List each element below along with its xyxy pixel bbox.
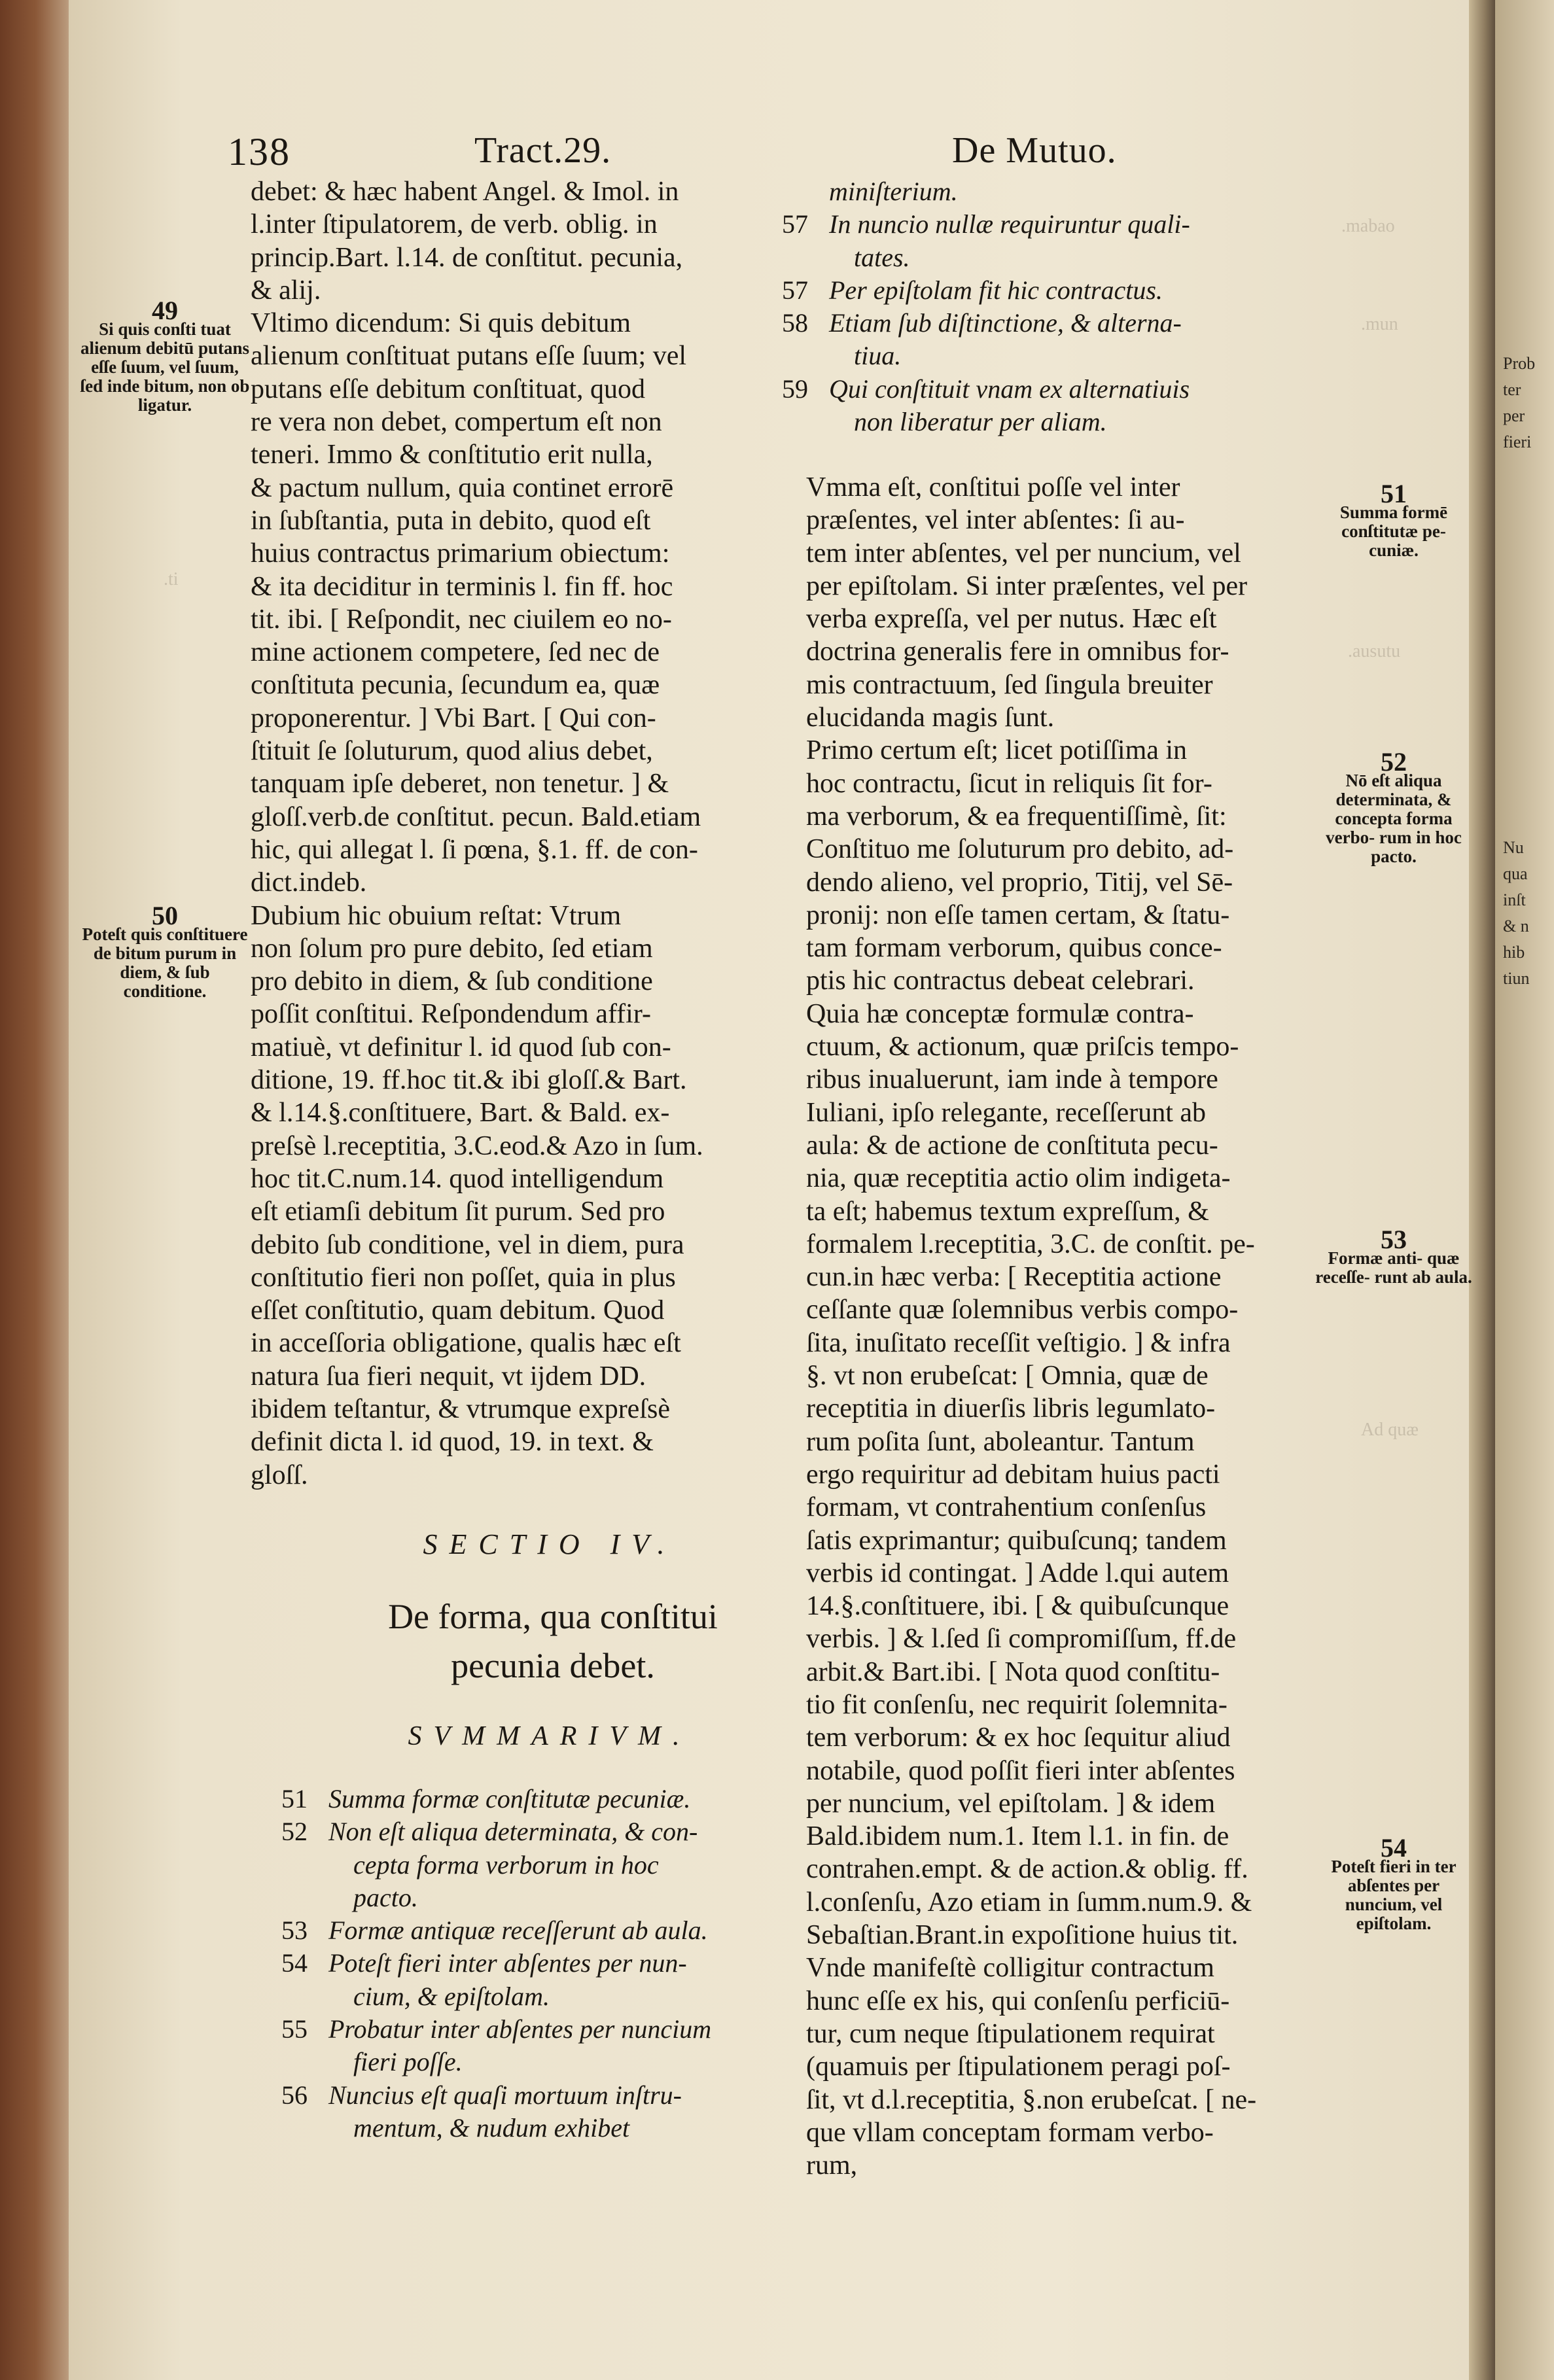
summary-item-number: 56 bbox=[281, 2080, 308, 2110]
text-line: formalem l.receptitia, 3.C. de conſtit. pe- bbox=[806, 1229, 1255, 1259]
margin-note-text: Si quis conſti tuat alienum debitū putans eſſe ſuum, vel ſuum, ſed inde bitum, non ob ligatur. bbox=[80, 319, 250, 415]
text-line: dict.indeb. bbox=[251, 867, 367, 898]
margin-note-text: Nō eſt aliqua determinata, & concepta forma verbo- rum in hoc pacto. bbox=[1326, 771, 1462, 866]
text-line: ctuum, & actionum, quæ priſcis tempo- bbox=[806, 1032, 1239, 1062]
summary-item-text: Summa formæ conſtitutæ pecuniæ. bbox=[328, 1784, 691, 1813]
show-through-mark: .mun bbox=[1361, 314, 1398, 334]
text-line: dendo alieno, vel proprio, Titij, vel Sē- bbox=[806, 867, 1233, 898]
summary-item-text: In nuncio nullæ requiruntur quali- bbox=[829, 209, 1190, 239]
summary-list bbox=[281, 1783, 818, 2144]
summary-item bbox=[281, 2013, 818, 2046]
facing-page-fragment bbox=[1495, 0, 1554, 2380]
book-gutter bbox=[1469, 0, 1495, 2380]
text-line: ſit, vt d.l.receptitia, §.non erubeſcat. [ ne- bbox=[806, 2084, 1257, 2115]
summary-item bbox=[281, 2046, 818, 2078]
summary-item-number: 52 bbox=[281, 1817, 308, 1847]
text-line: gloſſ.verb.de conſtitut. pecun. Bald.etiam bbox=[251, 801, 701, 832]
text-line: per nuncium, vel epiſtolam. ] & idem bbox=[806, 1788, 1216, 1819]
facing-page-text: inſt bbox=[1503, 890, 1526, 909]
text-line: ergo requiritur ad debitam huius pacti bbox=[806, 1459, 1220, 1490]
facing-page-text: ter bbox=[1503, 380, 1521, 399]
summary-item bbox=[281, 1947, 818, 1980]
text-line: hoc contractu, ſicut in reliquis ſit for- bbox=[806, 768, 1212, 799]
show-through-mark: .ausutu bbox=[1348, 641, 1401, 661]
right-column-text bbox=[806, 471, 1349, 2182]
text-line: notabile, quod poſſit fieri inter abſentes bbox=[806, 1755, 1235, 1786]
summary-item-number: 59 bbox=[782, 374, 808, 404]
facing-page-text: Prob bbox=[1503, 354, 1536, 373]
text-line: Sebaſtian.Brant.in expoſitione huius tit. bbox=[806, 1920, 1239, 1951]
summary-item bbox=[281, 2079, 818, 2112]
facing-page-text: Nu bbox=[1503, 838, 1524, 857]
text-line: hunc eſſe ex his, qui conſenſu perficiū- bbox=[806, 1986, 1230, 2016]
summary-item-text: Etiam ſub diſtinctione, & alterna- bbox=[829, 308, 1182, 338]
summary-item-text: Formæ antiquæ receſſerunt ab aula. bbox=[328, 1916, 708, 1946]
book-fore-edge bbox=[0, 0, 79, 2380]
text-line: Conſtituo me ſoluturum pro debito, ad- bbox=[806, 834, 1234, 865]
running-head-treatise: Tract.29. bbox=[474, 130, 612, 171]
text-line: contrahen.empt. & de action.& oblig. ff. bbox=[806, 1854, 1248, 1885]
margin-note-54 bbox=[1315, 1833, 1472, 1933]
text-line: alienum conſtituat putans eſſe ſuum; vel bbox=[251, 341, 687, 372]
text-line: tur, cum neque ſtipulationem requirat bbox=[806, 2018, 1215, 2049]
show-through-mark: .ti bbox=[164, 569, 179, 589]
margin-note-52 bbox=[1315, 747, 1472, 866]
text-line: ma verborum, & ea frequentiſſimè, ſit: bbox=[806, 801, 1227, 831]
text-line: §. vt non erubeſcat: [ Omnia, quæ de bbox=[806, 1361, 1209, 1391]
margin-note-number: 50 bbox=[152, 901, 178, 930]
text-line: proponerentur. ] Vbi Bart. [ Qui con- bbox=[251, 703, 656, 733]
text-line: verbis. ] & l.ſed ſi compromiſſum, ff.de bbox=[806, 1624, 1237, 1654]
text-line: definit dicta l. id quod, 19. in text. & bbox=[251, 1427, 654, 1458]
facing-page-text: hib bbox=[1503, 943, 1525, 962]
summary-item-text: non liberatur per aliam. bbox=[854, 407, 1107, 437]
text-line: tit. ibi. [ Reſpondit, nec ciuilem eo no- bbox=[251, 604, 672, 635]
summary-item-text: mentum, & nudum exhibet bbox=[353, 2112, 630, 2143]
text-line: & ita deciditur in terminis l. fin ff. hoc bbox=[251, 571, 673, 602]
text-line: non ſolum pro pure debito, ſed etiam bbox=[251, 933, 653, 964]
text-line: tam formam verborum, quibus conce- bbox=[806, 933, 1222, 964]
text-line: ibidem teſtantur, & vtrumque expreſsè bbox=[251, 1393, 670, 1424]
text-line: mis contractuum, ſed ſingula breuiter bbox=[806, 669, 1213, 700]
text-line: debet: & hæc habent Angel. & Imol. in bbox=[251, 177, 679, 207]
text-line: natura ſua fieri nequit, vt ijdem DD. bbox=[251, 1361, 646, 1391]
text-line: Quia hæ conceptæ formulæ contra- bbox=[806, 998, 1194, 1029]
text-line: tio fit conſenſu, nec requirit ſolemnita- bbox=[806, 1689, 1227, 1720]
summary-item bbox=[281, 1815, 818, 1848]
text-line: mine actionem competere, ſed nec de bbox=[251, 637, 660, 668]
facing-page-text: per bbox=[1503, 406, 1525, 425]
text-line: Iuliani, ipſo relegante, receſſerunt ab bbox=[806, 1097, 1207, 1128]
summary-item bbox=[782, 373, 1318, 406]
summary-item bbox=[782, 340, 1318, 372]
text-line: conſtituta pecunia, ſecundum ea, quæ bbox=[251, 670, 660, 701]
text-line: tem verborum: & ex hoc ſequitur aliud bbox=[806, 1723, 1231, 1753]
text-line: verba expreſſa, vel per nutus. Hæc eſt bbox=[806, 604, 1217, 635]
summary-item-text: Poteſt fieri inter abſentes per nun- bbox=[328, 1948, 687, 1978]
facing-page-text: & n bbox=[1503, 917, 1529, 936]
margin-note-53 bbox=[1315, 1225, 1472, 1287]
page-number: 138 bbox=[228, 130, 291, 173]
text-line: poſſit conſtitui. Reſpondendum affir- bbox=[251, 999, 651, 1030]
margin-note-text: Poteſt quis conſtituere de bitum purum in diem, & ſub conditione. bbox=[82, 924, 248, 1001]
text-line: l.inter ſtipulatorem, de verb. oblig. in bbox=[251, 209, 658, 240]
margin-note-text: Poteſt fieri in ter abſentes per nuncium, vel epiſtolam. bbox=[1331, 1857, 1457, 1933]
summary-item-text: pacto. bbox=[353, 1882, 418, 1912]
margin-note-number: 51 bbox=[1381, 479, 1407, 508]
text-line: elucidanda magis ſunt. bbox=[806, 703, 1055, 733]
text-line: præſentes, vel inter abſentes: ſi au- bbox=[806, 505, 1185, 536]
summary-item-text: Non eſt aliqua determinata, & con- bbox=[328, 1817, 698, 1847]
facing-page-text: qua bbox=[1503, 864, 1528, 883]
text-line: ribus inualuerunt, iam inde à tempore bbox=[806, 1064, 1218, 1095]
text-line: & pactum nullum, quia continet errorē bbox=[251, 472, 674, 503]
margin-note-number: 53 bbox=[1381, 1225, 1407, 1254]
text-line: re vera non debet, compertum eſt non bbox=[251, 407, 662, 438]
summary-heading: SVMMARIVM. bbox=[408, 1721, 692, 1751]
text-line: Vnde manifeſtè colligitur contractum bbox=[806, 1953, 1214, 1984]
summary-item-text: cepta forma verborum in hoc bbox=[353, 1849, 659, 1880]
text-line: putans eſſe debitum conſtituat, quod bbox=[251, 374, 646, 404]
section-heading: SECTIO IV. bbox=[423, 1528, 677, 1560]
text-line: Bald.ibidem num.1. Item l.1. in fin. de bbox=[806, 1821, 1229, 1852]
summary-item-text: Qui conſtituit vnam ex alternatiuis bbox=[829, 374, 1190, 404]
text-line: ſita, inuſitato receſſit veſtigio. ] & infra bbox=[806, 1327, 1231, 1358]
summary-item bbox=[782, 241, 1318, 274]
text-line: conſtitutio fieri non poſſet, quia in plus bbox=[251, 1262, 676, 1293]
text-line: verbis id contingat. ] Adde l.qui autem bbox=[806, 1558, 1229, 1588]
text-line: Vmma eſt, conſtitui poſſe vel inter bbox=[806, 472, 1180, 502]
text-line: teneri. Immo & conſtitutio erit nulla, bbox=[251, 440, 653, 470]
running-head-title: De Mutuo. bbox=[952, 130, 1117, 171]
summary-item-number: 55 bbox=[281, 2014, 308, 2044]
summary-item-number: 58 bbox=[782, 308, 808, 338]
text-line: formam, vt contrahentium conſenſus bbox=[806, 1492, 1207, 1523]
text-line: ſatis exprimantur; quibuſcunq; tandem bbox=[806, 1525, 1227, 1556]
text-line: nia, quæ receptitia actio olim indigeta- bbox=[806, 1163, 1231, 1194]
text-line: Dubium hic obuium reſtat: Vtrum bbox=[251, 900, 622, 931]
text-line: per epiſtolam. Si inter præſentes, vel per bbox=[806, 570, 1248, 601]
text-line: receptitia in diuerſis libris legumlato- bbox=[806, 1393, 1216, 1424]
text-line: ditione, 19. ff.hoc tit.& ibi gloſſ.& Bart. bbox=[251, 1065, 687, 1096]
text-line: huius contractus primarium obiectum: bbox=[251, 538, 670, 569]
summary-item-text: Nuncius eſt quaſi mortuum inſtru- bbox=[328, 2080, 682, 2110]
summary-item-number: 54 bbox=[281, 1948, 308, 1978]
summary-item-text: miniſterium. bbox=[829, 177, 958, 206]
text-line: hoc tit.C.num.14. quod intelligendum bbox=[251, 1163, 664, 1194]
text-line: Primo certum eſt; licet potiſſima in bbox=[806, 735, 1188, 766]
margin-note-51 bbox=[1315, 479, 1472, 560]
margin-note-text: Summa formē conſtitutæ pe- cuniæ. bbox=[1339, 502, 1448, 560]
text-line: ta eſt; habemus textum expreſſum, & bbox=[806, 1196, 1209, 1227]
text-line: que vllam conceptam formam verbo- bbox=[806, 2117, 1214, 2148]
margin-note-49 bbox=[80, 296, 250, 415]
summary-item bbox=[281, 1849, 818, 1881]
text-line: eſt etiamſi debitum ſit purum. Sed pro bbox=[251, 1197, 665, 1227]
text-line: princip.Bart. l.14. de conſtitut. pecunia, bbox=[251, 242, 683, 273]
summary-item-number: 51 bbox=[281, 1784, 308, 1813]
text-line: debito ſub conditione, vel in diem, pura bbox=[251, 1229, 684, 1260]
text-line: Vltimo dicendum: Si quis debitum bbox=[251, 308, 631, 339]
text-line: eſſet conſtitutio, quam debitum. Quod bbox=[251, 1295, 665, 1326]
text-line: hic, qui allegat l. ſi pœna, §.1. ff. de con- bbox=[251, 834, 698, 865]
summary-item-number: 53 bbox=[281, 1916, 308, 1946]
facing-page-text: tiun bbox=[1503, 969, 1530, 988]
facing-page-text: fieri bbox=[1503, 432, 1532, 451]
text-line: in ſubſtantia, puta in debito, quod eſt bbox=[251, 505, 651, 536]
text-line: doctrina generalis fere in omnibus for- bbox=[806, 637, 1229, 667]
text-line: pronij: non eſſe tamen certam, & ſtatu- bbox=[806, 900, 1230, 930]
section-title-line1: De forma, qua conſtitui bbox=[388, 1597, 718, 1636]
summary-item-text: tiua. bbox=[854, 341, 902, 371]
summary-item bbox=[281, 1914, 818, 1947]
summary-item bbox=[281, 1783, 818, 1815]
summary-item-text: cium, & epiſtolam. bbox=[353, 1981, 550, 2011]
text-line: cun.in hæc verba: [ Receptitia actione bbox=[806, 1262, 1222, 1293]
summary-item-text: tates. bbox=[854, 242, 910, 272]
margin-note-number: 49 bbox=[152, 296, 178, 325]
summary-item-text: Per epiſtolam fit hic contractus. bbox=[829, 275, 1163, 305]
summary-item-number: 57 bbox=[782, 209, 808, 239]
left-column-text bbox=[251, 175, 774, 1492]
margin-note-number: 54 bbox=[1381, 1833, 1407, 1863]
summary-item bbox=[782, 274, 1318, 307]
margin-note-number: 52 bbox=[1381, 747, 1407, 777]
summary-item bbox=[782, 175, 1318, 208]
margin-note-text: Formæ anti- quæ receſſe- runt ab aula. bbox=[1315, 1248, 1472, 1287]
text-line: ceſſante quæ ſolemnibus verbis compo- bbox=[806, 1295, 1239, 1325]
text-line: ptis hic contractus debeat celebrari. bbox=[806, 966, 1195, 996]
text-line: & alij. bbox=[251, 275, 321, 306]
text-line: arbit.& Bart.ibi. [ Nota quod conſtitu- bbox=[806, 1656, 1220, 1687]
summary-item bbox=[281, 1881, 818, 1914]
summary-item bbox=[782, 307, 1318, 340]
summary-item bbox=[782, 406, 1318, 438]
section-title-line2: pecunia debet. bbox=[451, 1646, 655, 1685]
text-line: 14.§.conſtituere, ibi. [ & quibuſcunque bbox=[806, 1591, 1229, 1622]
text-line: tanquam ipſe deberet, non tenetur. ] & bbox=[251, 769, 669, 799]
summary-item bbox=[281, 1980, 818, 2013]
text-line: preſsè l.receptitia, 3.C.eod.& Azo in ſum. bbox=[251, 1130, 703, 1161]
text-line: pro debito in diem, & ſub conditione bbox=[251, 966, 653, 997]
text-line: tem inter abſentes, vel per nuncium, vel bbox=[806, 538, 1241, 569]
text-line: gloſſ. bbox=[251, 1460, 308, 1490]
margin-note-50 bbox=[80, 901, 250, 1001]
text-line: matiuè, vt definitur l. id quod ſub con- bbox=[251, 1032, 671, 1062]
summary-item bbox=[281, 2112, 818, 2144]
text-line: l.conſenſu, Azo etiam in ſumm.num.9. & bbox=[806, 1887, 1252, 1917]
text-line: rum poſita ſunt, aboleantur. Tantum bbox=[806, 1426, 1195, 1457]
summary-item bbox=[782, 208, 1318, 241]
summary-list-continued bbox=[782, 175, 1318, 438]
show-through-mark: .mabao bbox=[1341, 216, 1395, 236]
text-line: in acceſſoria obligatione, qualis hæc eſt bbox=[251, 1328, 681, 1359]
text-line: (quamuis per ſtipulationem peragi poſ- bbox=[806, 2052, 1231, 2082]
text-line: aula: & de actione de conſtituta pecu- bbox=[806, 1130, 1218, 1161]
show-through-mark: Ad quæ bbox=[1361, 1420, 1419, 1440]
text-line: & l.14.§.conſtituere, Bart. & Bald. ex- bbox=[251, 1098, 670, 1129]
summary-item-text: Probatur inter abſentes per nuncium bbox=[328, 2014, 712, 2044]
summary-item-text: fieri poſſe. bbox=[353, 2047, 463, 2077]
text-line: rum, bbox=[806, 2150, 858, 2181]
text-line: ſtituit ſe ſoluturum, quod alius debet, bbox=[251, 736, 653, 767]
summary-item-number: 57 bbox=[782, 275, 808, 305]
